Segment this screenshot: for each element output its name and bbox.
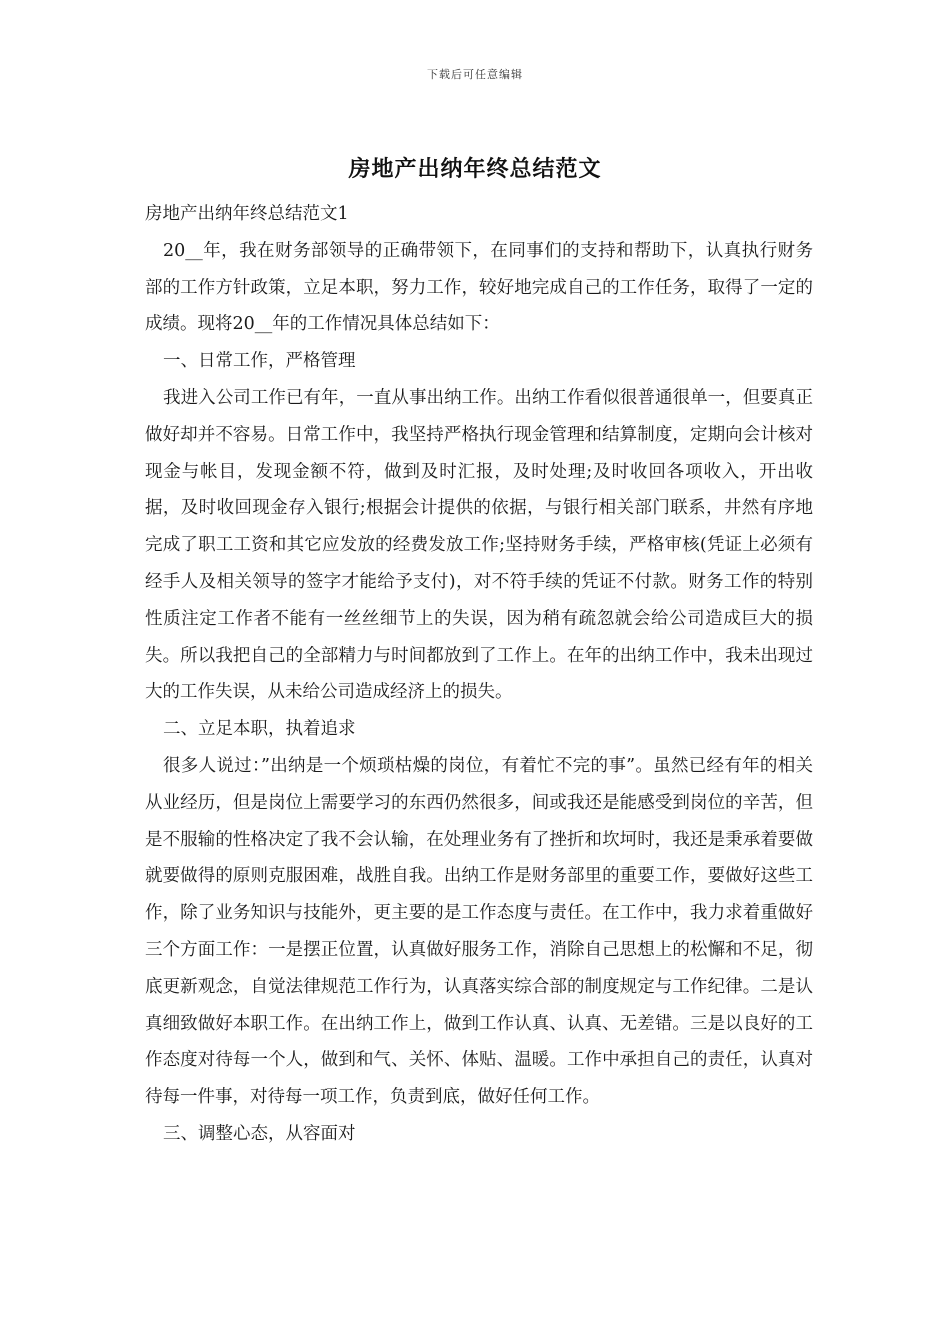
paragraph-intro: 20__年，我在财务部领导的正确带领下，在同事们的支持和帮助下，认真执行财务部的工作方针政策，立足本职，努力工作，较好地完成自己的工作任务，取得了一定的成绩。现将20__年的工作情况具体总结如下： [145,240,813,335]
paragraph-section-1: 我进入公司工作已有年，一直从事出纳工作。出纳工作看似很普通很单一，但要真正做好却并不容易。日常工作中，我坚持严格执行现金管理和结算制度，定期向会计核对现金与帐目，发现金额不符，做到及时汇报，及时处理;及时收回各项收入，开出收据，及时收回现金存入银行;根据会计提供的依据，与银行相关部门联系，井然有序地完成了职工工资和其它应发放的经费发放工作;坚持财务手续，严格审核(凭证上必须有经手人及相关领导的签字才能给予支付)，对不符手续的凭证不付款。财务工作的特别性质注定工作者不能有一丝丝细节上的失误，因为稍有疏忽就会给公司造成巨大的损失。所以我把自己的全部精力与时间都放到了工作上。在年的出纳工作中，我未出现过大的工作失误，从未给公司造成经济上的损失。 [145,387,813,703]
section-heading-1: 一、日常工作，严格管理 [163,351,356,372]
page-title: 房地产出纳年终总结范文 [348,156,602,182]
section-heading-3: 三、调整心态，从容面对 [163,1123,356,1144]
document-body [145,196,813,1153]
document-subtitle: 房地产出纳年终总结范文1 [145,204,349,224]
paragraph-section-2: 很多人说过：”出纳是一个烦琐枯燥的岗位，有着忙不完的事”。虽然已经有年的相关从业经历，但是岗位上需要学习的东西仍然很多，间或我还是能感受到岗位的辛苦，但是不服输的性格决定了我不会认输，在处理业务有了挫折和坎坷时，我还是秉承着要做就要做得的原则克服困难，战胜自我。出纳工作是财务部里的重要工作，要做好这些工作，除了业务知识与技能外，更主要的是工作态度与责任。在工作中，我力求着重做好三个方面工作：一是摆正位置，认真做好服务工作，消除自己思想上的松懈和不足，彻底更新观念，自觉法律规范工作行为，认真落实综合部的制度规定与工作纪律。二是认真细致做好本职工作。在出纳工作上，做到工作认真、认真、无差错。三是以良好的工作态度对待每一个人，做到和气、关怀、体贴、温暖。工作中承担自己的责任，认真对待每一件事，对待每一项工作，负责到底，做好任何工作。 [145,755,813,1108]
header-note: 下载后可任意编辑 [427,68,523,81]
section-heading-2: 二、立足本职，执着追求 [163,719,356,740]
